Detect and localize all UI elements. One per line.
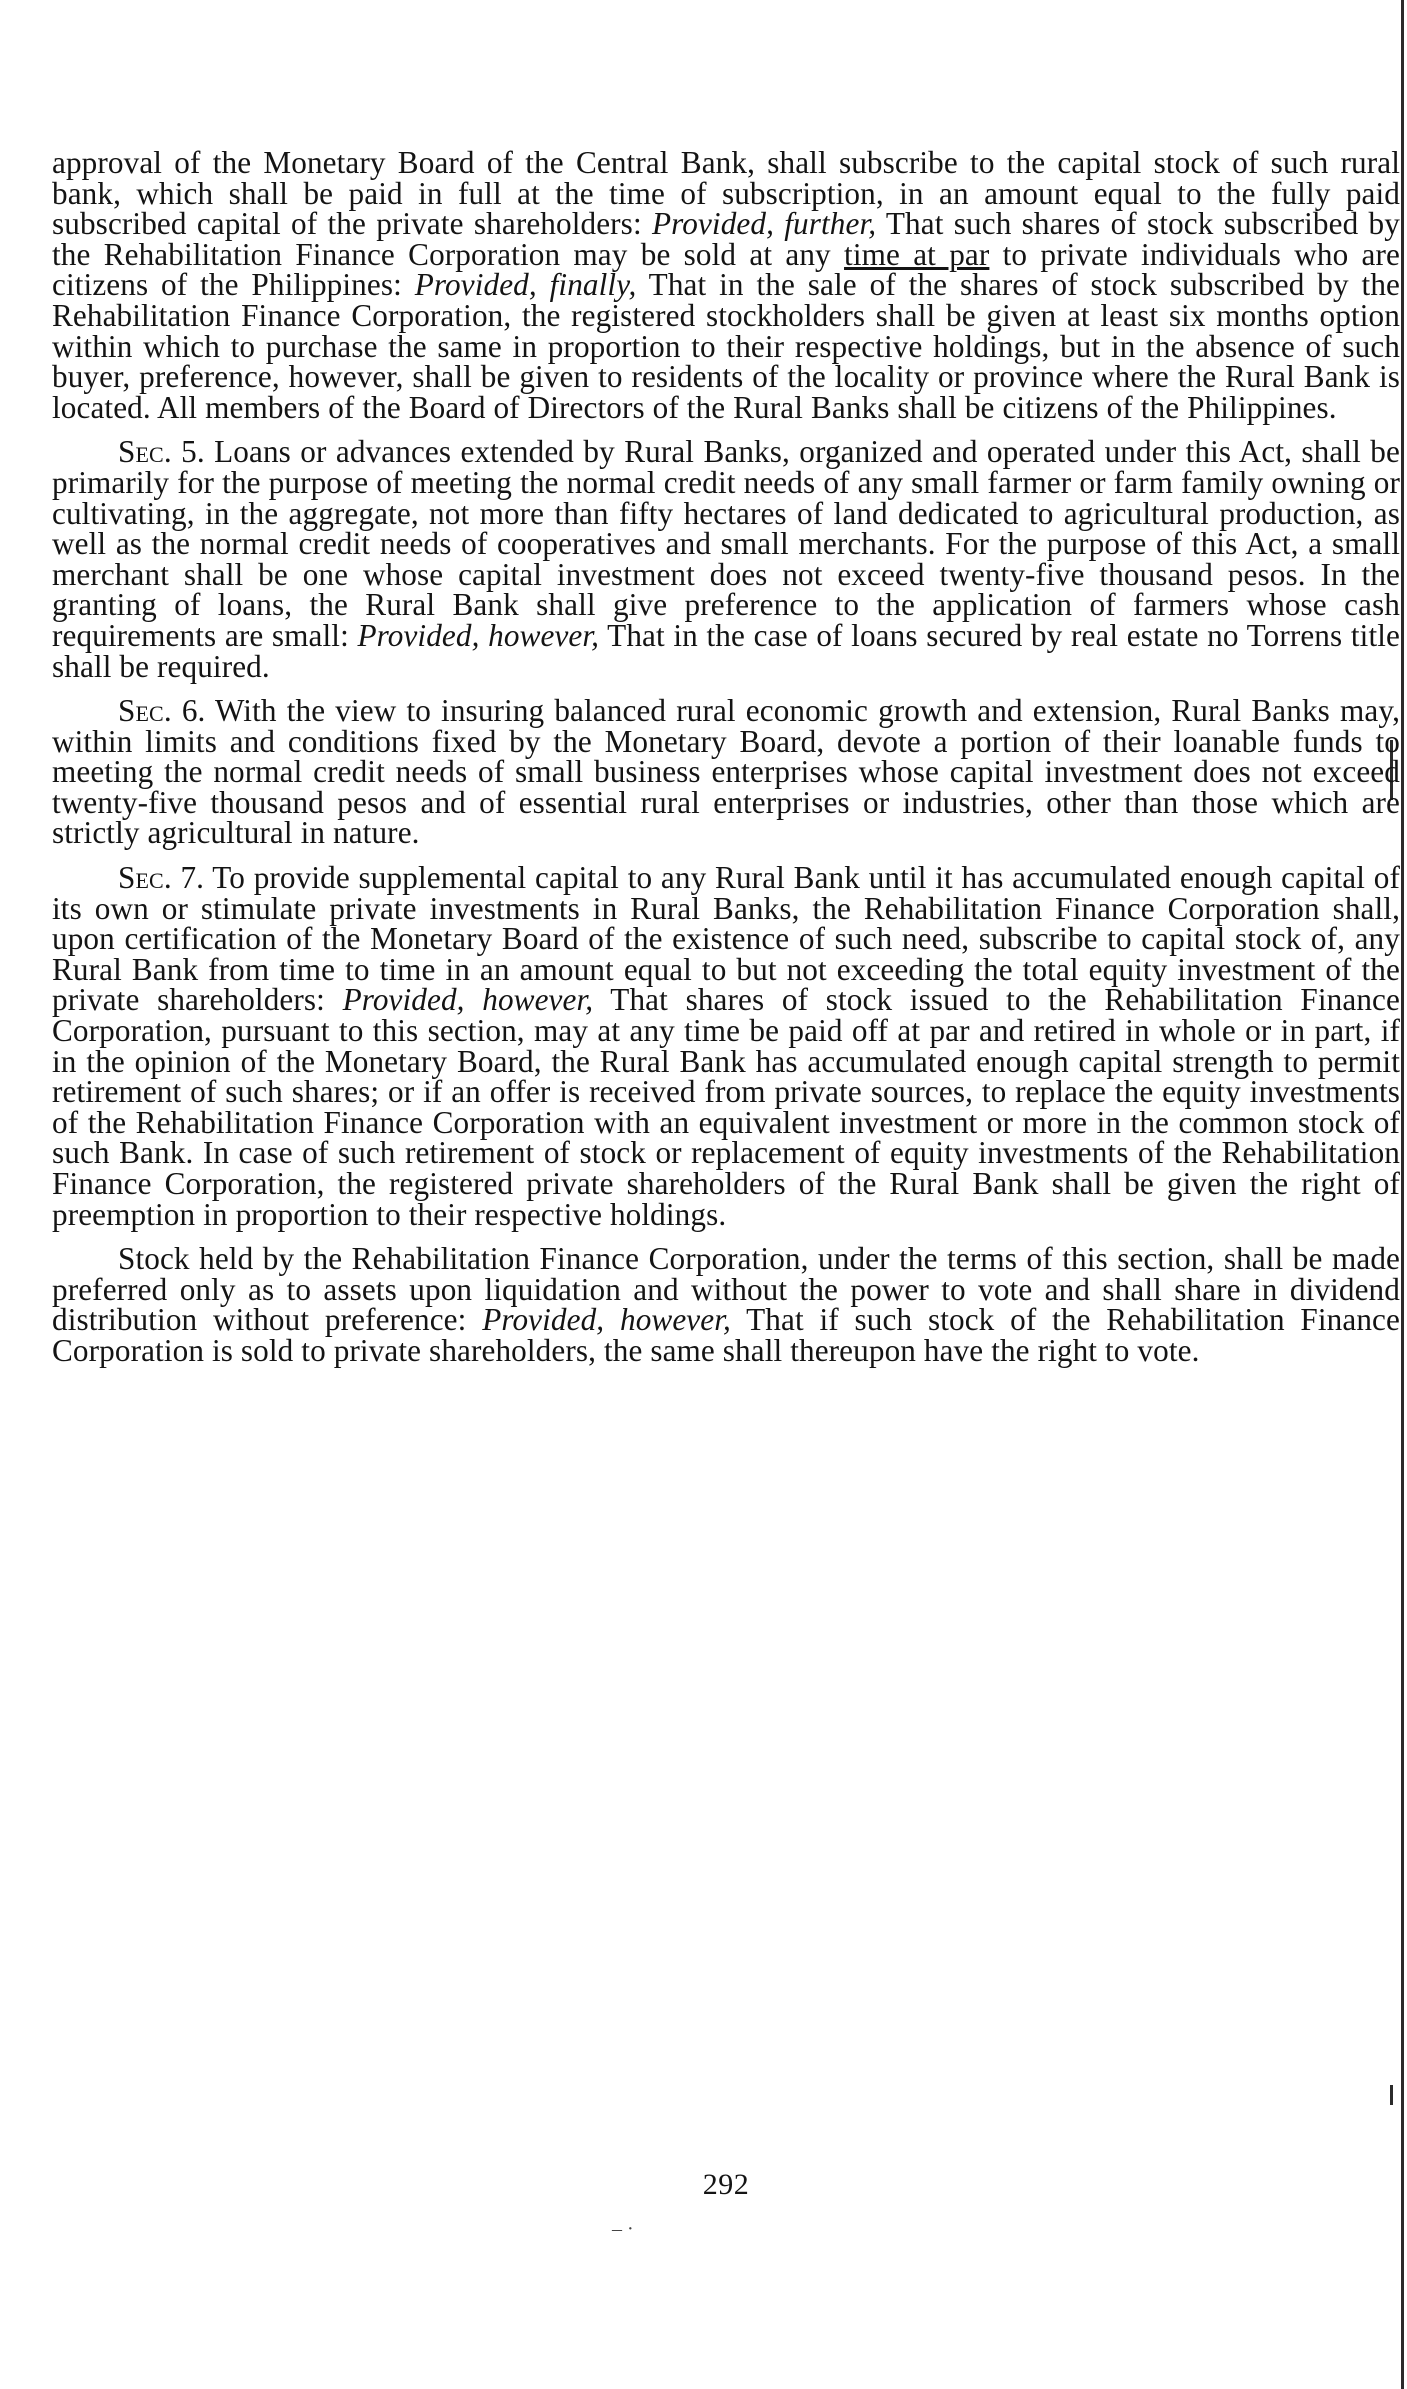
page-number: 292 — [702, 2168, 750, 2201]
paragraph-text: approval of the Monetary Board of the Central Bank, shall subscribe to the capital stock of such rural bank, which shall be paid in full at the time of subscription, in an amount equal to the fully paid subscribed capital of the private shareholders: — [52, 145, 1400, 242]
proviso-text: Provided, further, — [651, 206, 877, 242]
page-edge-line — [1401, 0, 1404, 2389]
section-label: Sec. 6. — [118, 693, 206, 729]
section-5 — [52, 434, 1400, 684]
underlined-text: time at par — [844, 236, 990, 272]
paragraph-text: To provide supplemental capital to any Rural Bank until it has accumulated enough capital of its own or stimulate private investments in Rural Banks, the Rehabilitation Finance Corporation shall, upon certification of the Monetary Board of the existence of such need, subscribe to capital stock of, any Rural Bank from time to time in an amount equal to but not exceeding the total equity investment of the private shareholders: — [52, 860, 1400, 1018]
paragraph-text: Loans or advances extended by Rural Banks, organized and operated under this Act, shall be primarily for the purpose of meeting the normal credit needs of any small farmer or farm family owning or cultivating, in the aggregate, not more than fifty hectares of land dedicated to agricultural production, as well as the normal credit needs of cooperatives and small merchants. For the purpose of this Act, a small merchant shall be one whose capital investment does not exceed twenty-five thousand pesos. In the granting of loans, the Rural Bank shall give preference to the application of farmers whose cash requirements are small: — [52, 434, 1400, 653]
document-page — [52, 145, 1400, 2328]
section-6 — [52, 693, 1400, 851]
paragraph-text: Stock held by the Rehabilitation Finance Corporation, under the terms of this section, shall be made preferred only as to assets upon liquidation and without the power to vote and shall share in dividend distribution without preference: — [52, 1241, 1400, 1338]
paragraph-continuation — [52, 145, 1400, 425]
paragraph-text: That shares of stock issued to the Rehabilitation Finance Corporation, pursuant to this section, may at any time be paid off at par and retired in whole or in part, if in the opinion of the Monetary Board, the Rural Bank has accumulated enough capital strength to permit retirement of such shares; or if an offer is received from private sources, to replace the equity investments of the Rehabilitation Finance Corporation with an equivalent investment or more in the common stock of such Bank. In case of such retirement of stock or replacement of equity investments of the Rehabilitation Finance Corporation, the registered private shareholders of the Rural Bank shall be given the right of preemption in proportion to their respective holdings. — [52, 982, 1400, 1232]
paragraph-text: to private individuals who are citizens of the Philippines: — [52, 236, 1400, 303]
section-7 — [52, 860, 1400, 1232]
section-label: Sec. 5. — [118, 434, 205, 470]
paragraph-text: That if such stock of the Rehabilitation Finance Corporation is sold to private shareholders, the same shall thereupon have the right to vote. — [52, 1302, 1400, 1368]
section-7-continuation — [52, 1241, 1400, 1368]
paragraph-text: That such shares of stock subscribed by the Rehabilitation Finance Corporation may be sold at any — [52, 206, 1400, 272]
paragraph-text: That in the sale of the shares of stock subscribed by the Rehabilitation Finance Corporation, the registered stockholders shall be given at least six months option within which to purchase the same in proportion to their respective holdings, but in the absence of such buyer, preference, however, shall be given to residents of the locality or province where the Rural Bank is located. All members of the Board of Directors of the Rural Banks shall be citizens of the Philippines. — [52, 267, 1400, 425]
proviso-text: Provided, however, — [482, 1302, 731, 1338]
scan-smudge: – · — [612, 2218, 634, 2240]
section-label: Sec. 7. — [118, 860, 205, 896]
proviso-text: Provided, however, — [342, 982, 594, 1018]
paragraph-text: That in the case of loans secured by real estate no Torrens title shall be required. — [52, 617, 1400, 684]
proviso-text: Provided, finally, — [414, 267, 637, 303]
proviso-text: Provided, however, — [357, 617, 600, 653]
paragraph-text: With the view to insuring balanced rural economic growth and extension, Rural Banks may, within limits and conditions fixed by the Monetary Board, devote a portion of their loanable funds to meeting the normal credit needs of small business enterprises whose capital investment does not exceed twenty-five thousand pesos and of essential rural enterprises or industries, other than those which are strictly agricultural in nature. — [52, 693, 1400, 851]
